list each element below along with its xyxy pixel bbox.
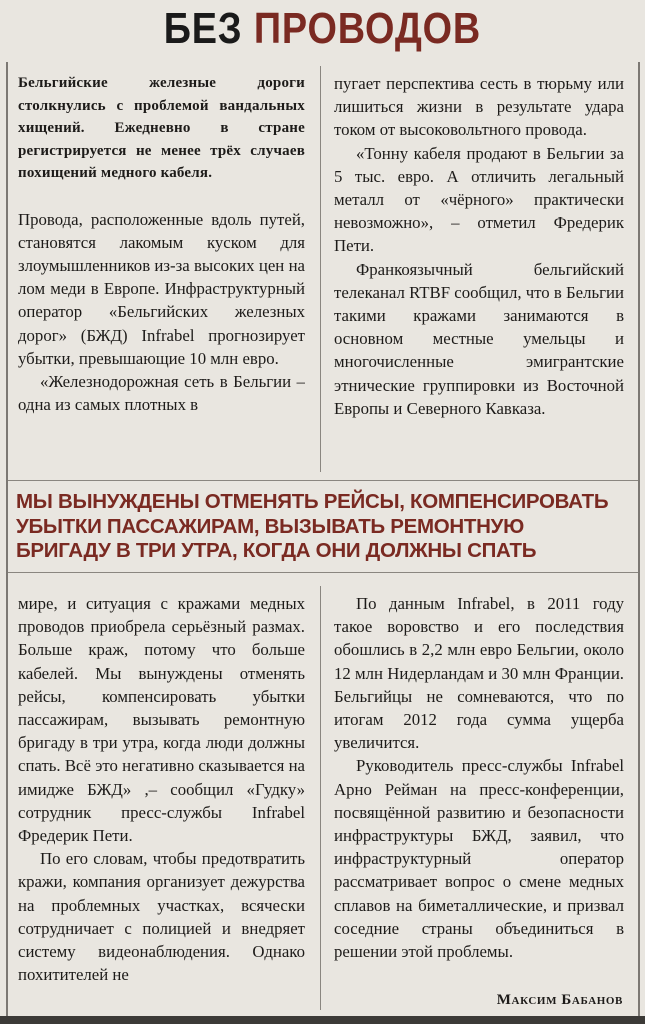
body-paragraph: Руководитель пресс-службы Infrabel Арно Рейман на пресс-конференции, посвящённой развитию и безопасности инфраструктуры БЖД, заявил, что инфраструктурный оператор рассматривает вопрос о смене медных сплавов на биметаллические, и призвал соседние страны объединиться в решении этой проблемы. xyxy=(334,756,624,962)
headline xyxy=(45,4,600,54)
section-rule-top xyxy=(8,480,638,481)
bottom-column-divider xyxy=(320,586,321,1010)
pull-quote: МЫ ВЫНУЖДЕНЫ ОТМЕНЯТЬ РЕЙСЫ, КОМПЕНСИРОВАТЬ УБЫТКИ ПАССАЖИРАМ, ВЫЗЫВАТЬ РЕМОНТНУЮ БРИГАДУ В ТРИ УТРА, КОГДА ОНИ ДОЛЖНЫ СПАТЬ xyxy=(16,490,609,562)
body-paragraph: По данным Infrabel, в 2011 году такое воровство и его последствия обошлись в 2,2 млн евро Бельгии, около 12 млн Нидерландам и 30 млн Франции. Бельгийцы не сомневаются, что по итогам 2012 года сумма ущерба увеличится. xyxy=(334,594,624,753)
body-paragraph: «Тонну кабеля продают в Бельгии за 5 тыс. евро. А отличить легальный металл от «чёрного» практически невозможно», – отметил Фредерик Пети. xyxy=(334,143,624,256)
right-border-rule xyxy=(638,62,640,1024)
headline-part-red: ПРОВОДОВ xyxy=(253,4,482,53)
author-signature: Максим Бабанов xyxy=(496,992,623,1008)
top-column-divider xyxy=(320,66,321,472)
headline-part-black: БЕЗ xyxy=(163,4,254,53)
body-paragraph: По его словам, чтобы предотвратить кражи, компания организует дежурства на проблемных участках, всячески сотрудничает с полицией и внедряет систему видеонаблюдения. Однако похитителей не xyxy=(18,849,305,985)
body-paragraph: Провода, расположенные вдоль путей, становятся лакомым куском для злоумышленников из-за высоких цен на лом меди в Европе. Инфраструктурный оператор «Бельгийских железных дорог» (БЖД) Infrabel прогнозирует убытки, превышающие 10 млн евро. xyxy=(18,209,305,368)
top-right-column xyxy=(334,72,624,476)
left-border-rule xyxy=(6,62,8,1024)
body-paragraph: мире, и ситуация с кражами медных проводов приобрела серьёзный размах. Больше краж, потому что больше кабелей. Мы вынуждены отменять рейсы, компенсировать убытки пассажирам, вызывать ремонтную бригаду в три утра, когда люди должны спать. Всё это негативно сказывается на имидже БЖД» ,– сообщил «Гудку» сотрудник пресс-службы Infrabel Фредерик Пети. xyxy=(18,594,305,846)
section-rule-bottom xyxy=(8,572,638,573)
body-paragraph: «Железнодорожная сеть в Бельгии – одна из самых плотных в xyxy=(18,371,305,415)
body-paragraph: Франкоязычный бельгийский телеканал RTBF сообщил, что в Бельгии такими кражами занимаются в основном местные умельцы и многочисленные эмигрантские этнические группировки из Восточной Европы и Северного Кавказа. xyxy=(334,259,624,418)
lead-paragraph: Бельгийские железные дороги столкнулись с проблемой вандальных хищений. Ежедневно в стране регистрируется не менее трёх случаев похищений медного кабеля. xyxy=(18,75,305,181)
bottom-right-column xyxy=(334,592,624,992)
bottom-left-column xyxy=(18,592,305,1014)
top-left-column xyxy=(18,72,305,476)
page-bottom-bar xyxy=(0,1016,645,1024)
body-paragraph: пугает перспектива сесть в тюрьму или лишиться жизни в результате удара током от высоковольтного провода. xyxy=(334,74,624,140)
